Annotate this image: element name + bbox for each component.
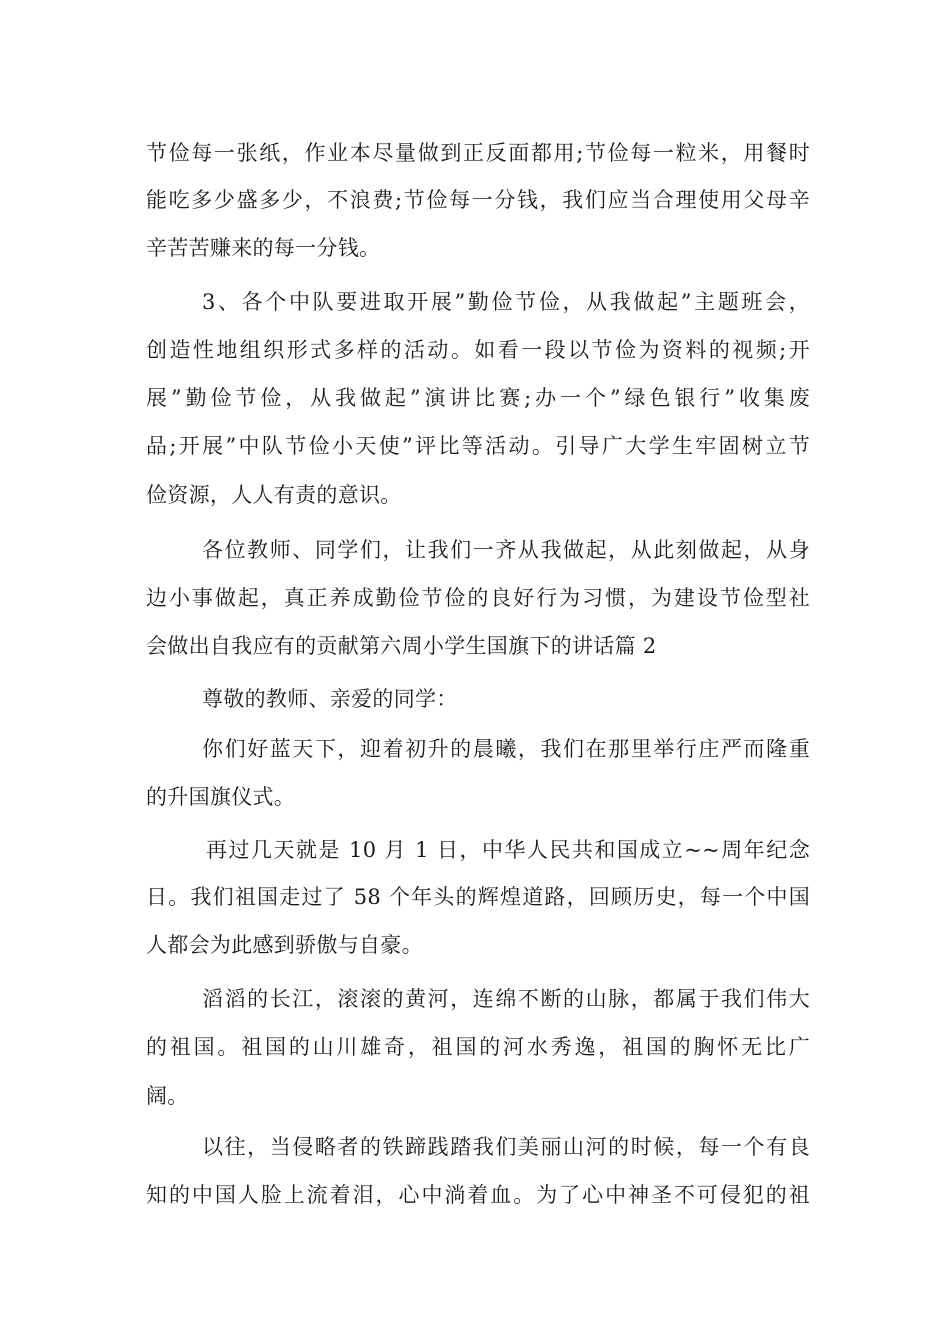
text-line: 能吃多少盛多少，不浪费;节俭每一分钱，我们应当合理使用父母辛 [146, 188, 810, 212]
text-line: 辛苦苦赚来的每一分钱。 [146, 236, 381, 260]
text-line: 各位教师、同学们，让我们一齐从我做起，从此刻做起，从身 [202, 538, 810, 562]
text-line: 尊敬的教师、亲爱的同学： [202, 687, 458, 711]
text-line: 品;开展”中队节俭小天使”评比等活动。引导广大学生牢固树立节 [146, 434, 810, 458]
text-line: 创造性地组织形式多样的活动。如看一段以节俭为资料的视频;开 [146, 338, 810, 362]
text-line: 日。我们祖国走过了 58 个年头的辉煌道路，回顾历史，每一个中国 [146, 885, 810, 909]
text-line: 再过几天就是 10 月 1 日，中华人民共和国成立~~周年纪念 [206, 838, 810, 862]
text-line: 人都会为此感到骄傲与自豪。 [146, 933, 423, 957]
text-line: 俭资源，人人有责的意识。 [146, 483, 402, 507]
text-line: 以往，当侵略者的铁蹄践踏我们美丽山河的时候，每一个有良 [202, 1135, 810, 1159]
text-line: 知的中国人脸上流着泪，心中淌着血。为了心中神圣不可侵犯的祖 [146, 1183, 810, 1207]
text-line: 滔滔的长江，滚滚的黄河，连绵不断的山脉，都属于我们伟大 [202, 987, 810, 1011]
text-line: 的升国旗仪式。 [146, 785, 296, 809]
text-line: 节俭每一张纸，作业本尽量做到正反面都用;节俭每一粒米，用餐时 [146, 141, 810, 165]
text-line: 会做出自我应有的贡献第六周小学生国旗下的讲话篇 2 [146, 634, 657, 658]
text-line: 的祖国。祖国的山川雄奇，祖国的河水秀逸，祖国的胸怀无比广 [146, 1035, 810, 1059]
text-line: 展”勤俭节俭，从我做起”演讲比赛;办一个”绿色银行”收集废 [146, 386, 810, 410]
text-line: 3、各个中队要进取开展”勤俭节俭，从我做起”主题班会， [202, 290, 810, 314]
text-line: 阔。 [146, 1084, 189, 1108]
text-line: 你们好蓝天下，迎着初升的晨曦，我们在那里举行庄严而隆重 [202, 737, 810, 761]
text-line: 边小事做起，真正养成勤俭节俭的良好行为习惯，为建设节俭型社 [146, 586, 810, 610]
